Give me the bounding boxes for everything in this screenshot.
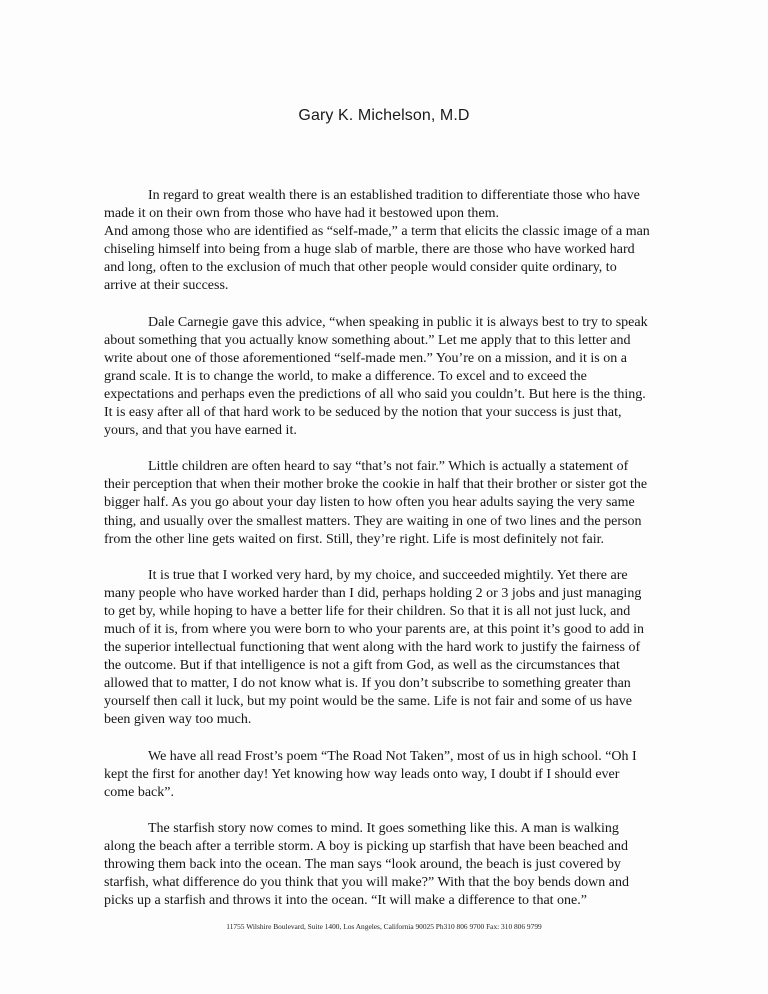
paragraph-line: many people who have worked harder than I did, perhaps holding 2 or 3 jobs and just managing [104,585,642,601]
paragraph-line: to get by, while hoping to have a better life for their children. So that it is all not just luck, and [104,603,631,619]
paragraph-line: grand scale. It is to change the world, to make a difference. To excel and to exceed the [104,368,587,384]
paragraph-line: made it on their own from those who have had it bestowed upon them. [104,206,500,222]
paragraph-2 [104,314,676,441]
paragraph-line: the outcome. But if that intelligence is not a gift from God, as well as the circumstances that [104,658,620,674]
paragraph-line: And among those who are identified as “self-made,” a term that elicits the classic image of a man [104,224,650,240]
paragraph-6 [104,820,676,910]
paragraph-line: come back”. [104,784,174,800]
paragraph-line: allowed that to matter, I do not know what is. If you don’t subscribe to something greater than [104,676,631,692]
paragraph-line: Little children are often heard to say “that’s not fair.” Which is actually a statement of [148,459,629,475]
paragraph-line: about something that you actually know something about.” Let me apply that to this letter and [104,332,631,348]
letter-body [104,187,676,928]
footer-address: 11755 Wilshire Boulevard, Suite 1400, Los Angeles, California 90025 Ph310 806 9700 Fax: 310 806 9799 [226,922,542,931]
paragraph-line: along the beach after a terrible storm. A boy is picking up starfish that have been beached and [104,838,629,854]
paragraph-line: throwing them back into the ocean. The man says “look around, the beach is just covered by [104,857,621,872]
paragraph-line: their perception that when their mother broke the cookie in half that their brother or sister got the [104,477,648,493]
paragraph-line: We have all read Frost’s poem “The Road Not Taken”, most of us in high school. “Oh I [148,748,637,764]
paragraph-5 [104,748,676,802]
paragraph-line: chiseling himself into being from a huge slab of marble, there are those who have worked hard [104,242,635,258]
paragraph-line: thing, and usually over the smallest matters. They are waiting in one of two lines and the person [104,513,642,529]
paragraph-3 [104,458,676,548]
paragraph-line: expectations and perhaps even the predictions of all who said you couldn’t. But here is the thing. [104,386,646,402]
paragraph-line: It is easy after all of that hard work to be seduced by the notion that your success is just that, [104,405,622,421]
paragraph-line: Dale Carnegie gave this advice, “when speaking in public it is always best to try to speak [148,314,648,330]
paragraph-line: yours, and that you have earned it. [104,423,297,439]
paragraph-line: picks up a starfish and throws it into the ocean. “It will make a difference to that one.” [104,893,587,909]
paragraph-line: from the other line gets waited on first. Still, they’re right. Life is most definitely not fair. [104,531,605,547]
paragraph-line: In regard to great wealth there is an established tradition to differentiate those who have [148,188,640,203]
paragraph-line: bigger half. As you go about your day listen to how often you hear adults saying the very same [104,495,635,511]
paragraph-line: much of it is, from where you were born to who your parents are, at this point it’s good to add in [104,621,645,637]
letterhead-name: Gary K. Michelson, M.D [298,107,470,124]
paragraph-line: been given way too much. [104,712,252,728]
paragraph-line: The starfish story now comes to mind. It goes something like this. A man is walking [148,820,619,836]
paragraph-line: the superior intellectual functioning that went along with the hard work to justify the fairness of [104,640,641,656]
paragraph-1 [104,187,676,296]
paragraph-line: arrive at their success. [104,278,229,294]
paragraph-line: It is true that I worked very hard, by my choice, and succeeded mightily. Yet there are [148,567,628,583]
paragraph-4 [104,567,676,730]
paragraph-line: yourself then call it luck, but my point would be the same. Life is not fair and some of us have [104,694,632,710]
paragraph-line: write about one of those aforementioned “self-made men.” You’re on a mission, and it is on a [104,350,627,366]
paragraph-line: kept the first for another day! Yet knowing how way leads onto way, I doubt if I should ever [104,766,620,782]
paragraph-line: starfish, what difference do you think that you will make?” With that the boy bends down and [104,875,629,891]
paragraph-line: and long, often to the exclusion of much that other people would consider quite ordinary, to [104,260,617,276]
